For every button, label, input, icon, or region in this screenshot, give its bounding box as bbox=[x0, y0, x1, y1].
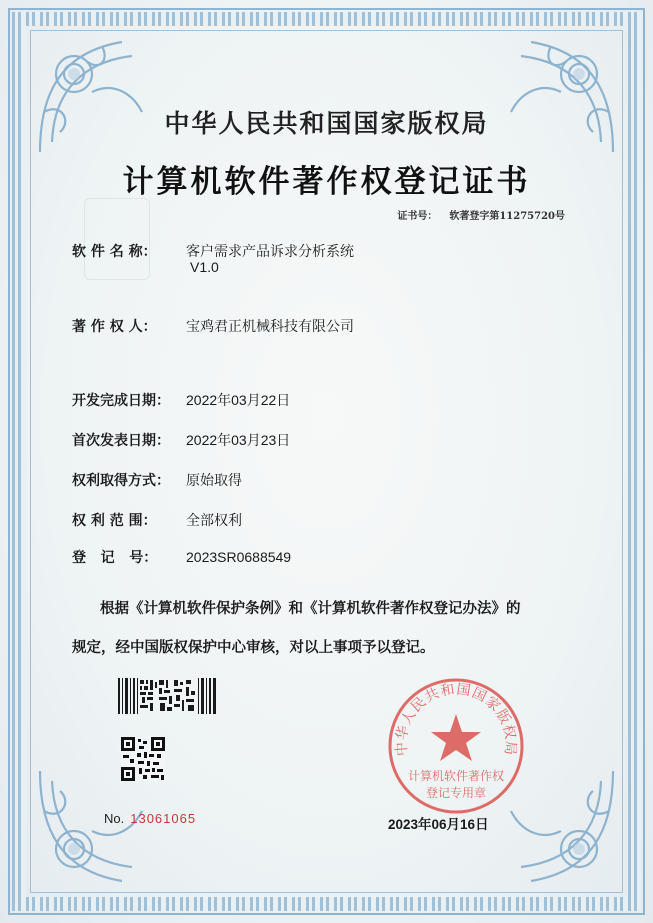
field-label: 著 作 权 人： bbox=[72, 319, 157, 335]
watermark-emblem bbox=[84, 198, 150, 280]
field-software-name bbox=[72, 241, 354, 275]
barcode bbox=[118, 678, 216, 714]
field-value: 客户需求产品诉求分析系统 bbox=[186, 243, 354, 259]
serial-value: 13061065 bbox=[130, 811, 197, 826]
certificate-number bbox=[397, 207, 565, 222]
issue-date: 2023年06月16日 bbox=[388, 817, 489, 832]
svg-text:登记专用章: 登记专用章 bbox=[425, 786, 487, 800]
field-acquisition-method bbox=[72, 470, 242, 490]
field-label: 登 记 号： bbox=[72, 550, 158, 566]
field-value: 2022年03月23日 bbox=[186, 432, 291, 448]
field-label: 开发完成日期： bbox=[72, 393, 170, 409]
svg-text:计算机软件著作权: 计算机软件著作权 bbox=[407, 769, 505, 783]
field-completion-date bbox=[72, 390, 290, 410]
corner-ornament-top-left bbox=[32, 32, 162, 162]
field-registration-number bbox=[72, 547, 291, 567]
official-seal bbox=[386, 676, 526, 816]
field-label: 权 利 范 围： bbox=[72, 513, 157, 529]
field-copyright-owner bbox=[72, 316, 354, 336]
field-value: 宝鸡君正机械科技有限公司 bbox=[186, 318, 354, 334]
field-value: 2023SR0688549 bbox=[186, 549, 292, 565]
cert-no-value: 软著登字第11275720号 bbox=[449, 211, 565, 222]
qr-code bbox=[121, 737, 165, 781]
svg-text:中华人民共和国国家版权局: 中华人民共和国国家版权局 bbox=[393, 681, 519, 757]
field-label: 软 件 名 称： bbox=[72, 244, 157, 260]
serial-number bbox=[104, 811, 196, 826]
field-publication-date bbox=[72, 430, 290, 450]
certificate-title: 计算机软件著作权登记证书 bbox=[122, 164, 531, 200]
body-text-line-2: 规定，经中国版权保护中心审核，对以上事项予以登记。 bbox=[72, 639, 435, 656]
field-label: 首次发表日期： bbox=[72, 433, 170, 449]
cert-no-label: 证书号： bbox=[397, 211, 438, 222]
field-value: 2022年03月22日 bbox=[186, 392, 291, 408]
field-rights-scope bbox=[72, 510, 242, 530]
body-text-line-1: 根据《计算机软件保护条例》和《计算机软件著作权登记办法》的 bbox=[100, 600, 521, 617]
field-label: 权利取得方式： bbox=[72, 473, 170, 489]
corner-ornament-top-right bbox=[491, 32, 621, 162]
field-value: 原始取得 bbox=[186, 472, 242, 488]
issuer-heading: 中华人民共和国国家版权局 bbox=[164, 109, 489, 138]
field-value-version: V1.0 bbox=[190, 259, 219, 275]
field-value: 全部权利 bbox=[186, 512, 242, 528]
serial-label: No. bbox=[104, 811, 125, 826]
